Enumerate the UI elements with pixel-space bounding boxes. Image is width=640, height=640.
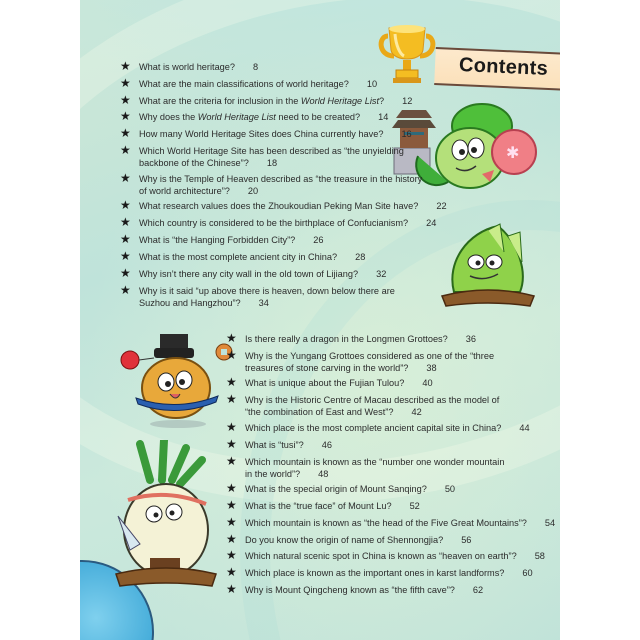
coin-character-illustration (120, 330, 240, 430)
toc-item-title: Why is it said “up above there is heaven, down below there are (139, 286, 395, 296)
toc-page-number: 44 (519, 423, 530, 433)
star-bullet-icon: ★ (226, 532, 237, 546)
star-bullet-icon: ★ (226, 437, 237, 451)
toc-page-number: 10 (366, 79, 378, 89)
toc-item-title: Which World Heritage Site has been described as “the unyielding (139, 146, 404, 156)
toc-item-title: Which mountain is known as the “number one wonder mountain (245, 457, 505, 467)
toc-item-title: What are the main classifications of world heritage? (139, 79, 349, 89)
star-bullet-icon: ★ (120, 109, 131, 123)
star-bullet-icon: ★ (226, 420, 237, 434)
toc-page-number: 28 (355, 252, 366, 262)
toc-item-title: Which mountain is known as “the head of the Five Great Mountains”? (245, 518, 527, 528)
toc-item-title: How many World Heritage Sites does China currently have? (139, 129, 384, 139)
star-bullet-icon: ★ (226, 548, 237, 562)
toc-page-number: 34 (258, 298, 269, 308)
toc-item-title-cont: of world architecture”? (139, 186, 230, 196)
toc-item-title: What research values does the Zhoukoudian Peking Man Site have? (139, 201, 419, 211)
italic-title: World Heritage List (197, 112, 276, 122)
toc-item-title: Which place is known as the important ones in karst landforms? (245, 568, 505, 578)
toc-item-title: What is unique about the Fujian Tulou? (245, 378, 405, 388)
toc-item-title: Why does the World Heritage List need to be created? 14 (139, 112, 389, 122)
toc-item-title: Which natural scenic spot in China is known as “heaven on earth”? (245, 551, 517, 561)
toc-page-number: 60 (522, 568, 533, 578)
star-bullet-icon: ★ (120, 171, 131, 185)
toc-item-title: Why is the Temple of Heaven described as “the treasure in the history (139, 174, 423, 184)
toc-item-title: What is “tusi”? (245, 440, 304, 450)
contents-page (80, 0, 560, 640)
toc-page-number: 54 (544, 518, 556, 528)
star-bullet-icon: ★ (120, 143, 131, 157)
star-bullet-icon: ★ (226, 481, 237, 495)
toc-item-title-cont: in the world”? (245, 469, 301, 479)
toc-page-number: 62 (472, 585, 484, 595)
toc-page-number: 58 (534, 551, 545, 561)
star-bullet-icon: ★ (226, 498, 237, 512)
svg-text:✱: ✱ (506, 145, 520, 162)
star-bullet-icon: ★ (226, 348, 237, 362)
star-bullet-icon: ★ (226, 582, 237, 596)
toc-item-title: What is the most complete ancient city in China? (139, 252, 338, 262)
star-bullet-icon: ★ (226, 454, 237, 468)
toc-item-title: What is world heritage? (139, 62, 236, 72)
star-bullet-icon: ★ (120, 126, 131, 140)
star-bullet-icon: ★ (120, 198, 131, 212)
star-bullet-icon: ★ (226, 375, 237, 389)
cabbage-character-illustration (390, 96, 550, 216)
toc-page-number: 22 (436, 201, 447, 211)
star-bullet-icon: ★ (120, 283, 131, 297)
toc-page-number: 32 (376, 269, 387, 279)
toc-item-title-cont: “the combination of East and West”? (245, 407, 394, 417)
toc-page-number: 24 (426, 218, 437, 228)
star-bullet-icon: ★ (226, 565, 237, 579)
toc-item-title: Which place is the most complete ancient capital site in China? (245, 423, 502, 433)
toc-page-number: 16 (401, 129, 412, 139)
toc-page-number: 40 (422, 378, 433, 388)
toc-item-title: Why is the Historic Centre of Macau described as the model of (245, 395, 500, 405)
toc-page-number: 12 (402, 96, 413, 106)
trophy-icon (378, 22, 436, 86)
toc-item-title: Which country is considered to be the birthplace of Confucianism? (139, 218, 409, 228)
toc-item-title: What is the “true face” of Mount Lu? (245, 501, 392, 511)
toc-page-number: 46 (321, 440, 332, 450)
toc-page-number: 52 (409, 501, 420, 511)
toc-page-number: 38 (426, 363, 437, 373)
star-bullet-icon: ★ (226, 515, 237, 529)
toc-item-title-cont: backbone of the Chinese”? (139, 158, 249, 168)
italic-title: World Heritage List (300, 96, 380, 106)
toc-page-number: 50 (444, 484, 456, 494)
toc-item-title: Is there really a dragon in the Longmen Grottoes? (245, 334, 448, 344)
toc-page-number: 26 (313, 235, 324, 245)
toc-item-title: Why is Mount Qingcheng known as “the fifth cave”? (245, 585, 455, 595)
star-bullet-icon: ★ (120, 249, 131, 263)
toc-item-title-cont: Suzhou and Hangzhou”? (139, 298, 241, 308)
contents-banner (434, 47, 560, 91)
star-bullet-icon: ★ (120, 266, 131, 280)
toc-page-number: 18 (266, 158, 278, 168)
star-bullet-icon: ★ (120, 76, 131, 90)
toc-page-number: 36 (465, 334, 476, 344)
toc-item-title: What is “the Hanging Forbidden City”? (139, 235, 296, 245)
star-bullet-icon: ★ (120, 232, 131, 246)
toc-item-title: What is the special origin of Mount Sanqing? (245, 484, 427, 494)
toc-item-title-cont: treasures of stone carving in the world”? (245, 363, 409, 373)
toc-page-number: 56 (461, 535, 472, 545)
star-bullet-icon: ★ (226, 392, 237, 406)
star-bullet-icon: ★ (120, 215, 131, 229)
star-bullet-icon: ★ (226, 331, 237, 345)
page-title: Contents (458, 54, 549, 80)
toc-page-number: 42 (411, 407, 422, 417)
toc-page-number: 48 (318, 469, 329, 479)
bamboo-shoot-illustration (438, 222, 538, 308)
toc-item-title: Why is the Yungang Grottoes considered as one of the “three (245, 351, 495, 361)
star-bullet-icon: ★ (120, 59, 131, 73)
star-bullet-icon: ★ (120, 93, 131, 107)
toc-item-title: Why isn’t there any city wall in the old town of Lijiang? (139, 269, 359, 279)
toc-item-title: Do you know the origin of name of Shennongjia? (245, 535, 444, 545)
toc-page-number: 14 (378, 112, 389, 122)
radish-character-illustration (110, 440, 220, 588)
toc-page-number: 20 (247, 186, 259, 196)
toc-item-title: What are the criteria for inclusion in the World Heritage List? 12 (139, 96, 413, 106)
toc-page-number: 8 (253, 62, 259, 72)
